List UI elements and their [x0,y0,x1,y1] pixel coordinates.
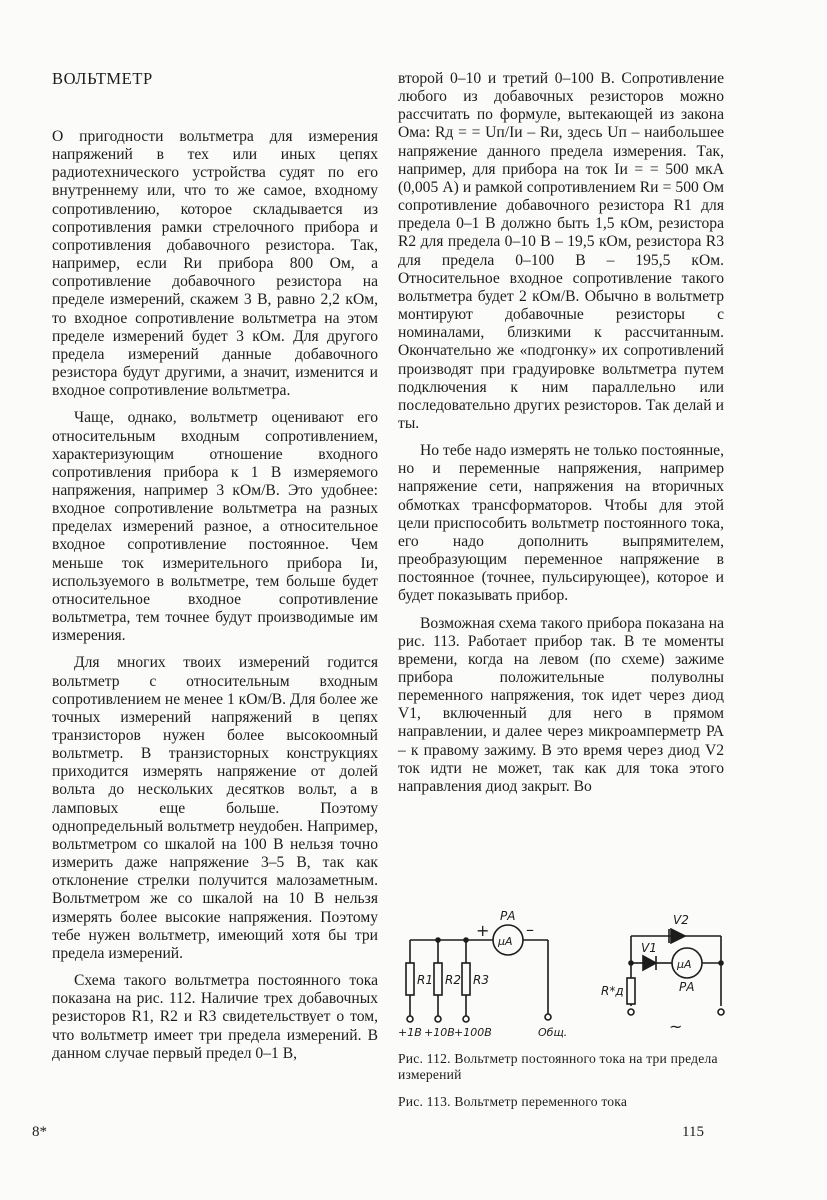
paragraph-ohm-law-calc: второй 0–10 и третий 0–100 В. Сопротивление любого из добавочных резисторов можно рассчитать по формуле, вытекающей из закона Ома: Rд = = Uп/Iи – Rи, здесь Uп – наибольшее напряжение данного предела измерения. Так, например, для прибора на ток Iи = = 500 мкА (0,005 А) и рамкой сопротивлением Rи = 500 Ом сопротивление добавочного резистора R1 для предела 0–1 В должно быть 1,5 кОм, резистора R2 для предела 0–10 В – 19,5 кОм, резистора R3 для предела 0–100 В – 195,5 кОм. Относительное входное сопротивление такого вольтметра будет 2 кОм/В. Обычно в вольтметр монтируют добавочные резисторы с номиналами, близкими к рассчитанным. Окончательно же «подгонку» их сопротивлений производят при градуировке вольтметра путем подключения к ним параллельно или последовательно других резисторов. Так делай и ты. [398,70,724,432]
r1-resistor-symbol [406,963,414,995]
r3-resistor-symbol [462,963,470,995]
fig112-meter-label: РА [500,909,516,923]
fig113-v2-label: V2 [673,913,689,927]
diode-v1-symbol [643,956,656,970]
r2-resistor-symbol [434,963,442,995]
fig113-meter-symbol: μA [677,958,692,971]
fig112-terminal-100v-label: +100В [454,1026,492,1039]
section-title: ВОЛЬТМЕТР [52,69,153,88]
figure-112-dc-voltmeter [398,908,578,1043]
fig112-meter-symbol: μA [498,935,513,948]
page-number: 115 [682,1124,704,1140]
fig113-meter-label: РА [679,980,695,994]
paragraph-fig113-operation: Возможная схема такого прибора показана на рис. 113. Работает прибор так. В те моменты времени, когда на левом (по схеме) зажиме прибора положительные полуволны переменного напряжения, ток идет через диод V1, включенный для него в прямом направлении, и далее через микроамперметр РА – к правому зажиму. В это время через диод V2 ток идти не может, так как для тока этого направления диод закрыт. Во [398,614,724,795]
fig113-v1-label: V1 [641,941,657,955]
fig112-minus-sign: – [526,920,534,939]
left-column [52,70,378,1072]
caption-figure-113: Рис. 113. Вольтметр переменного тока [398,1094,628,1109]
figures-area [398,908,728,1038]
fig113-resistor-label: R*д [601,984,624,998]
paragraph-input-resistance: О пригодности вольтметра для измерения напряжений в тех или иных цепях радиотехнического устройства судят по его внутреннему или, что то же самое, входному сопротивлению, которое складывается из сопротивления рамки стрелочного прибора и сопротивления добавочного резистора. Так, например, если Rи прибора 800 Ом, а сопротивление добавочного резистора на пределе измерений, скажем 3 В, равно 2,2 кОм, то входное сопротивление вольтметра на этом пределе измерений будет 3 кОм. Для другого предела измерений данные добавочного резистора будут другими, а значит, изменится и входное сопротивление вольтметра. [52,128,378,400]
fig112-terminal-1v-label: +1В [398,1026,422,1039]
fig112-r2-label: R2 [445,973,461,987]
terminal-10v [435,1016,441,1022]
caption-figure-112: Рис. 112. Вольтметр постоянного тока на три предела измерений [398,1051,718,1082]
paragraph-relative-resistance: Чаще, однако, вольтметр оценивают его относительным входным сопротивлением, характеризующим отношение входного сопротивления прибора к 1 В измеряемого напряжения, например 3 кОм/В. Это удобнее: входное сопротивление вольтметра на разных пределах измерений разное, а относительное входное сопротивление постоянное. Чем меньше ток измерительного прибора Iи, используемого в вольтметре, тем больше будет относительное входное сопротивление вольтметра, тем точнее будут производимые им измерения. [52,409,378,645]
right-column [398,70,724,805]
paragraph-multirange-need: Для многих твоих измерений годится вольтметр с относительным входным сопротивлением не менее 1 кОм/В. Для более же точных измерений напряжений в цепях транзисторов нужен более высокоомный вольтметр. В транзисторных конструкциях приходится измерять напряжение от долей вольта до нескольких десятков вольт, а в ламповых еще больше. Поэтому однопредельный вольтметр неудобен. Например, вольтметром со шкалой на 100 В нельзя точно измерить даже напряжение 3–5 В, так как отклонение стрелки получится малозаметным. Вольтметром же со шкалой на 10 В нельзя измерять более высокие напряжения. Поэтому тебе нужен вольтметр, имеющий хотя бы три предела измерений. [52,654,378,962]
signature-mark: 8* [32,1124,47,1140]
fig112-common-label: Общ. [538,1026,568,1039]
fig112-plus-sign: + [476,921,490,940]
fig112-terminal-10v-label: +10В [424,1026,455,1039]
resistor-rd-symbol [627,978,635,1004]
figure-113-ac-voltmeter [593,908,733,1043]
terminal-common [545,1014,551,1020]
paragraph-fig112-intro: Схема такого вольтметра постоянного тока показана на рис. 112. Наличие трех добавочных резисторов R1, R2 и R3 свидетельствует о том, что вольтметр имеет три предела измерений. В данном случае первый предел 0–1 В, [52,972,378,1062]
terminal-100v [463,1016,469,1022]
ac-terminal-right [718,1009,724,1015]
fig113-ac-symbol: ~ [669,1017,683,1036]
fig112-r1-label: R1 [417,973,433,987]
paragraph-ac-voltage: Но тебе надо измерять не только постоянные, но и переменные напряжения, например напряжение сети, напряжения на вторичных обмотках трансформаторов. Чтобы для этой цели приспособить вольтметр постоянного тока, его надо дополнить выпрямителем, преобразующим переменное напряжение в постоянное (точнее, пульсирующее), которое и будет показывать прибор. [398,442,724,605]
diode-v2-symbol [671,929,685,943]
terminal-1v [407,1016,413,1022]
fig112-r3-label: R3 [473,973,489,987]
ac-terminal-left [628,1009,634,1015]
